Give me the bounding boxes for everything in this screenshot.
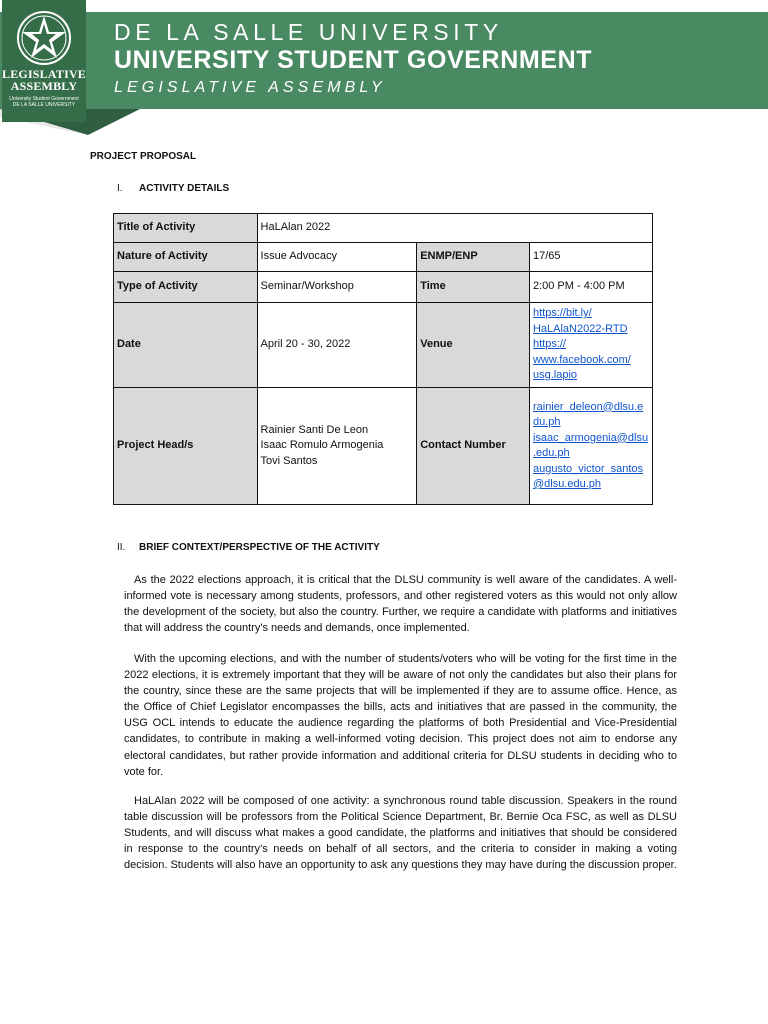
- project-head-name: Rainier Santi De Leon: [260, 423, 369, 436]
- section-2-heading: [117, 542, 380, 553]
- title-value: HaLAlan 2022: [257, 214, 652, 243]
- type-value: Seminar/Workshop: [257, 272, 417, 303]
- venue-value: [529, 303, 652, 388]
- logo-subtitle: University Student Government DE LA SALLE UNIVERSITY: [9, 96, 79, 108]
- section-2-title: BRIEF CONTEXT/PERSPECTIVE OF THE ACTIVITY: [139, 542, 380, 553]
- legislative-assembly-title: LEGISLATIVE ASSEMBLY: [114, 79, 386, 96]
- context-paragraph-3: HaLAlan 2022 will be composed of one activity: a synchronous round table discussion. Speakers in the round table discussion will be professors from the Political Science Department, Br. Bernie Oca FSC, as well as DLSU Students, and will discuss what makes a good candidate, the platforms and initiatives that should be considered in response to the country’s needs on behalf of all sectors, and the criteria to consider in making a voting decision. Students will also have an opportunity to ask any questions they may have during the discussion proper.: [124, 795, 677, 872]
- logo-title: LEGISLATIVE ASSEMBLY: [2, 67, 87, 93]
- table-row: [114, 214, 653, 243]
- contact-label: Contact Number: [417, 388, 530, 505]
- time-value: 2:00 PM - 4:00 PM: [529, 272, 652, 303]
- type-label: Type of Activity: [114, 272, 258, 303]
- context-paragraph-1: As the 2022 elections approach, it is critical that the DLSU community is well aware of the candidates. A well-informed vote is necessary among students, professors, and other registered voters as this would not only allow the development of the society, but also the country. Further, we require a candidate with platforms and initiatives that will address the country's needs and demands, once implemented.: [124, 574, 677, 635]
- document-heading: PROJECT PROPOSAL: [90, 151, 197, 162]
- project-head-label: Project Head/s: [114, 388, 258, 505]
- section-1-number: I.: [117, 183, 123, 194]
- activity-details-table: [113, 213, 653, 505]
- venue-link-bitly[interactable]: https://bit.ly/ HaLAlaN2022-RTD: [532, 307, 628, 335]
- section-2-number: II.: [117, 542, 126, 553]
- nature-value: Issue Advocacy: [257, 243, 417, 272]
- enmp-value: 17/65: [529, 243, 652, 272]
- star-seal-icon: [10, 8, 78, 76]
- section-1-heading: [117, 183, 229, 194]
- student-government-title: UNIVERSITY STUDENT GOVERNMENT: [114, 46, 593, 74]
- contact-value: [529, 388, 652, 505]
- context-paragraph-2: With the upcoming elections, and with the number of students/voters who will be voting for the first time in the 2022 elections, it is extremely important that they will be aware of not only the candidates but also their plans for the country, since these are the same projects that will be implemented if they are to assume office. Hence, as the Office of Chief Legislator encompasses the bills, acts and initiatives that are passed in the community, the USG OCL intends to educate the audience regarding the platforms of both Presidential and Vice-Presidential candidates, to contribute in making a well-informed voting decision. This project does not aim to endorse any electoral candidates, but rather provide information and additional criteria for DLSU students in deciding who to vote for.: [124, 653, 677, 778]
- table-row: [114, 303, 653, 388]
- project-head-name: Tovi Santos: [260, 454, 318, 467]
- section-1-title: ACTIVITY DETAILS: [139, 183, 230, 194]
- contact-email-link[interactable]: augusto_victor_santos @dlsu.edu.ph: [532, 462, 644, 490]
- contact-email-link[interactable]: isaac_armogenia@dlsu .edu.ph: [532, 431, 649, 459]
- letterhead: [0, 0, 768, 135]
- venue-label: Venue: [417, 303, 530, 388]
- table-row: [114, 243, 653, 272]
- venue-link-facebook[interactable]: https:// www.facebook.com/ usg.lapio: [532, 338, 631, 382]
- university-name: DE LA SALLE UNIVERSITY: [114, 19, 503, 45]
- contact-email-link[interactable]: rainier_deleon@dlsu.e du.ph: [532, 400, 644, 428]
- project-head-name: Isaac Romulo Armogenia: [260, 439, 384, 452]
- time-label: Time: [417, 272, 530, 303]
- nature-label: Nature of Activity: [114, 243, 258, 272]
- table-row: [114, 272, 653, 303]
- project-head-value: [257, 388, 417, 505]
- enmp-label: ENMP/ENP: [417, 243, 530, 272]
- date-value: April 20 - 30, 2022: [257, 303, 417, 388]
- legislative-assembly-logo: [2, 0, 86, 122]
- date-label: Date: [114, 303, 258, 388]
- table-row: [114, 388, 653, 505]
- title-label: Title of Activity: [114, 214, 258, 243]
